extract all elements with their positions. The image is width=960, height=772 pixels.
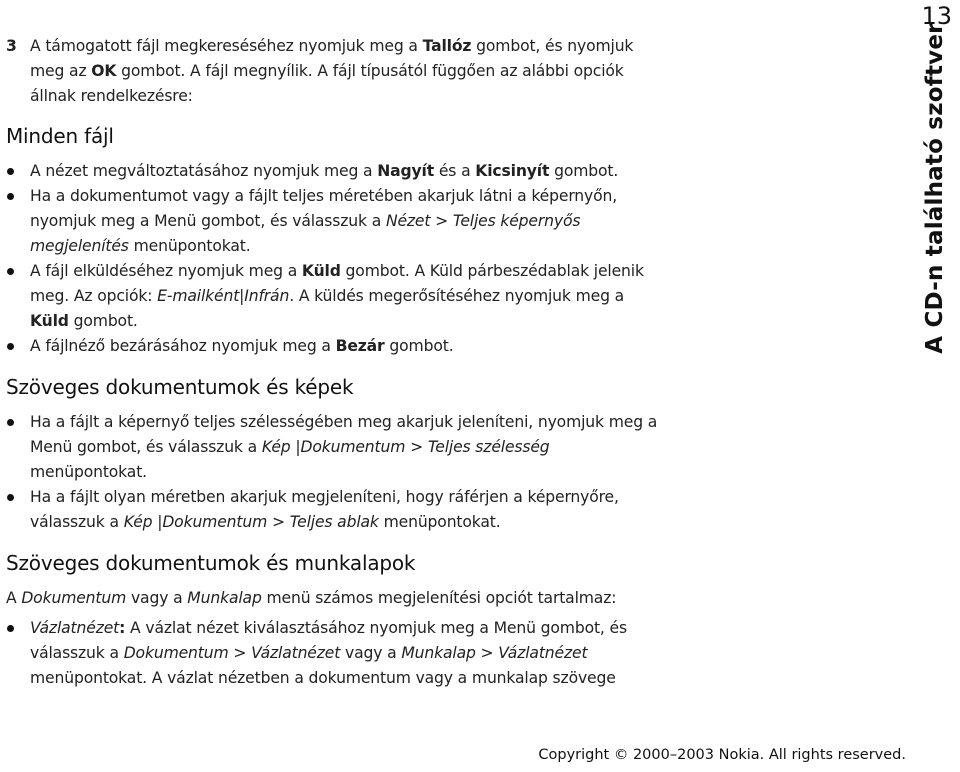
list-item: A fájlnéző bezárásához nyomjuk meg a Bezár gombot. — [6, 334, 666, 359]
list-item: Ha a dokumentumot vagy a fájlt teljes méretében akarjuk látni a képernyőn, nyomjuk meg a Menü gombot, és válasszuk a Nézet > Teljes képernyős megjelenítés menüpontokat. — [6, 184, 666, 259]
document-body — [6, 34, 666, 706]
talloz-button-ref: Tallóz — [422, 37, 472, 55]
list-item: Ha a fájlt a képernyő teljes szélességében meg akarjuk jeleníteni, nyomjuk meg a Menü gombot, és válasszuk a Kép |Dokumentum > Teljes szélesség menüpontokat. — [6, 410, 666, 485]
side-title — [910, 22, 960, 354]
bullet-list — [6, 616, 666, 691]
step-3 — [6, 34, 666, 109]
page-number: 13 — [921, 2, 952, 30]
section-heading: Minden fájl — [6, 124, 114, 148]
step-text: A támogatott fájl megkereséséhez nyomjuk meg a Tallóz gombot, és nyomjuk meg az OK gombot. A fájl megnyílik. A fájl típusától függően az alábbi opciók állnak rendelkezésre: — [30, 37, 634, 105]
section-intro: A Dokumentum vagy a Munkalap menü számos megjelenítési opciót tartalmaz: — [6, 589, 617, 607]
list-item: Ha a fájlt olyan méretben akarjuk megjeleníteni, hogy ráférjen a képernyőre, válasszuk a Kép |Dokumentum > Teljes ablak menüpontokat. — [6, 485, 666, 535]
list-item: Vázlatnézet: A vázlat nézet kiválasztásához nyomjuk meg a Menü gombot, és válasszuk a Dokumentum > Vázlatnézet vagy a Munkalap > Vázlatnézet menüpontokat. A vázlat nézetben a dokumentum vagy a munkalap szövege — [6, 616, 666, 691]
ok-button-ref: OK — [91, 62, 117, 80]
copyright-footer: Copyright © 2000–2003 Nokia. All rights reserved. — [538, 747, 906, 763]
section-text-docs-images — [6, 374, 666, 535]
section-text-docs-sheets — [6, 550, 666, 691]
section-heading: Szöveges dokumentumok és munkalapok — [6, 551, 416, 575]
list-item: A nézet megváltoztatásához nyomjuk meg a Nagyít és a Kicsinyít gombot. — [6, 159, 666, 184]
side-title-text: A CD-n található szoftver — [922, 22, 948, 354]
list-item: A fájl elküldéséhez nyomjuk meg a Küld gombot. A Küld párbeszédablak jelenik meg. Az opciók: E-mailként|Infrán. A küldés megerősítéséhez nyomjuk meg a Küld gombot. — [6, 259, 666, 334]
section-heading: Szöveges dokumentumok és képek — [6, 375, 354, 399]
step-number: 3 — [6, 37, 17, 55]
bullet-list — [6, 159, 666, 359]
section-all-files — [6, 123, 666, 359]
bullet-list — [6, 410, 666, 535]
